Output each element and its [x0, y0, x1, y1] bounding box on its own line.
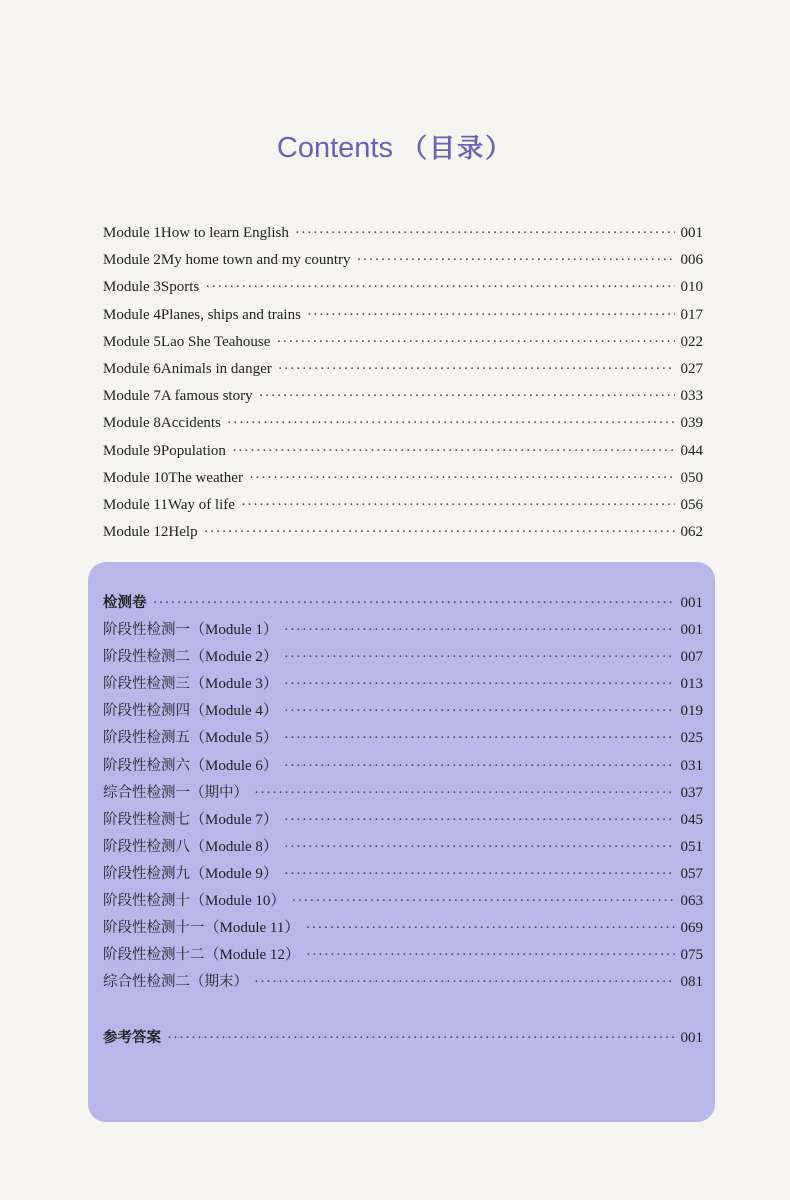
page-number: 050 [680, 469, 703, 486]
page-number: 019 [680, 703, 703, 720]
test-module: （Module 3） [190, 676, 278, 693]
toc-entry[interactable] [103, 465, 703, 492]
test-module: （Module 11） [204, 920, 300, 937]
page-number: 069 [680, 920, 703, 937]
page-number: 025 [680, 730, 703, 747]
dot-leader [167, 1025, 675, 1052]
toc-entry[interactable] [103, 383, 703, 410]
module-label: Module 1 [103, 225, 161, 241]
toc-entry[interactable] [103, 698, 703, 725]
page-number: 062 [680, 524, 703, 541]
toc-entry[interactable] [103, 519, 703, 546]
page-number: 045 [680, 811, 703, 828]
module-title: Planes, ships and trains [160, 306, 301, 323]
page-number: 007 [680, 649, 703, 666]
dot-leader [284, 834, 675, 861]
test-module: （Module 2） [190, 649, 278, 666]
module-label: Module 3 [103, 279, 161, 296]
module-label: Module 2 [103, 252, 161, 269]
toc-entry[interactable] [103, 969, 703, 996]
module-label: Module 11 [103, 496, 168, 513]
toc-entry[interactable] [103, 617, 703, 644]
toc-entry[interactable] [103, 438, 703, 465]
toc-entry[interactable] [103, 915, 703, 942]
module-label: Module 6 [103, 360, 161, 377]
page-number: 063 [680, 893, 703, 910]
dot-leader [284, 617, 675, 644]
dot-leader [227, 410, 675, 437]
test-module: （Module 9） [190, 865, 278, 882]
section-label: 参考答案 [103, 1030, 161, 1046]
test-label: 阶段性检测四 [103, 703, 190, 720]
dot-leader [307, 302, 675, 329]
toc-entry[interactable] [103, 410, 703, 437]
page-number: 001 [680, 622, 703, 639]
page-number: 039 [680, 415, 703, 432]
dot-leader [254, 969, 675, 996]
test-module: （Module 7） [190, 811, 278, 828]
test-label: 阶段性检测八 [103, 838, 190, 855]
dot-leader [276, 329, 674, 356]
test-label: 阶段性检测三 [103, 676, 190, 693]
test-label: 阶段性检测五 [103, 730, 190, 747]
module-title: How to learn English [160, 225, 289, 241]
module-title: Animals in danger [160, 360, 272, 377]
module-title: The weather [168, 469, 243, 486]
dot-leader [356, 247, 674, 274]
page-title [0, 128, 790, 165]
page-number: 027 [680, 360, 703, 377]
toc-entry[interactable] [103, 753, 703, 780]
page-number: 001 [680, 1030, 703, 1046]
toc-entry[interactable] [103, 356, 703, 383]
dot-leader [249, 465, 675, 492]
toc-entry[interactable] [103, 247, 703, 274]
toc-entry[interactable] [103, 942, 703, 969]
page-number: 031 [680, 757, 703, 774]
test-module: （Module 5） [190, 730, 278, 747]
dot-leader [284, 671, 675, 698]
title-chinese: （目录） [401, 134, 514, 164]
toc-entry[interactable] [103, 888, 703, 915]
toc-entry-answers[interactable] [103, 1025, 703, 1052]
dot-leader [305, 915, 674, 942]
toc-entry[interactable] [103, 834, 703, 861]
page-number: 075 [680, 947, 703, 964]
page-number: 006 [680, 252, 703, 269]
test-label: 阶段性检测十一 [103, 920, 205, 937]
module-label: Module 9 [103, 442, 161, 459]
test-module: （Module 8） [190, 838, 278, 855]
page-number: 001 [680, 595, 703, 611]
module-title: Accidents [160, 415, 221, 432]
module-title: Help [168, 524, 198, 541]
dot-leader [259, 383, 675, 410]
dot-leader [204, 519, 675, 546]
toc-entry[interactable] [103, 492, 703, 519]
toc-entry-test-heading[interactable] [103, 590, 703, 617]
page-number: 081 [680, 974, 703, 991]
dot-leader [284, 861, 675, 888]
page-number: 022 [680, 333, 703, 350]
dot-leader [278, 356, 675, 383]
test-module: （Module 1） [190, 622, 278, 639]
page-number: 037 [680, 784, 703, 801]
page-number: 001 [680, 225, 703, 241]
page-number: 057 [680, 865, 703, 882]
title-english: Contents [276, 132, 393, 164]
page-number: 017 [680, 306, 703, 323]
section-label: 检测卷 [103, 595, 147, 611]
test-module: （Module 12） [204, 947, 300, 964]
module-label: Module 5 [103, 333, 161, 350]
toc-entry[interactable] [103, 644, 703, 671]
dot-leader [284, 725, 675, 752]
module-title: A famous story [160, 388, 253, 405]
test-module: （Module 4） [190, 703, 278, 720]
toc-entry[interactable] [103, 274, 703, 301]
module-label: Module 12 [103, 524, 169, 541]
test-list [103, 590, 703, 996]
toc-entry[interactable] [103, 780, 703, 807]
module-label: Module 4 [103, 306, 161, 323]
dot-leader [205, 274, 674, 301]
test-label: 阶段性检测九 [103, 865, 190, 882]
test-module: （Module 6） [190, 757, 278, 774]
toc-entry[interactable] [103, 807, 703, 834]
dot-leader [284, 807, 675, 834]
dot-leader [232, 438, 675, 465]
dot-leader [306, 942, 675, 969]
test-module: （Module 10） [190, 893, 286, 910]
page-number: 033 [680, 388, 703, 405]
test-label: 阶段性检测十二 [103, 947, 205, 964]
test-label: 阶段性检测七 [103, 811, 190, 828]
page-number: 051 [680, 838, 703, 855]
module-list [103, 220, 703, 546]
dot-leader [153, 590, 675, 617]
page-number: 056 [680, 496, 703, 513]
test-label: 阶段性检测二 [103, 649, 190, 666]
module-label: Module 10 [103, 469, 169, 486]
page-number: 010 [680, 279, 703, 296]
page-number: 013 [680, 676, 703, 693]
dot-leader [291, 888, 674, 915]
module-title: Lao She Teahouse [160, 333, 271, 350]
module-title: Way of life [167, 496, 235, 513]
toc-entry[interactable] [103, 329, 703, 356]
test-label: 阶段性检测一 [103, 622, 190, 639]
test-label: 阶段性检测六 [103, 757, 190, 774]
toc-entry[interactable] [103, 220, 703, 247]
module-title: Sports [160, 279, 200, 296]
test-module: （期末） [190, 974, 248, 991]
dot-leader [295, 220, 675, 247]
module-title: Population [160, 442, 226, 459]
test-label: 阶段性检测十 [103, 893, 190, 910]
toc-entry[interactable] [103, 302, 703, 329]
dot-leader [241, 492, 675, 519]
dot-leader [284, 644, 675, 671]
test-module: （期中） [190, 784, 248, 801]
toc-entry[interactable] [103, 861, 703, 888]
dot-leader [284, 698, 675, 725]
dot-leader [284, 753, 675, 780]
module-title: My home town and my country [160, 252, 351, 269]
toc-entry[interactable] [103, 725, 703, 752]
test-label: 综合性检测一 [103, 784, 190, 801]
toc-entry[interactable] [103, 671, 703, 698]
page-number: 044 [680, 442, 703, 459]
module-label: Module 8 [103, 415, 161, 432]
dot-leader [254, 780, 675, 807]
answers-entry-wrap [103, 1025, 703, 1052]
test-label: 综合性检测二 [103, 974, 190, 991]
module-label: Module 7 [103, 388, 161, 405]
